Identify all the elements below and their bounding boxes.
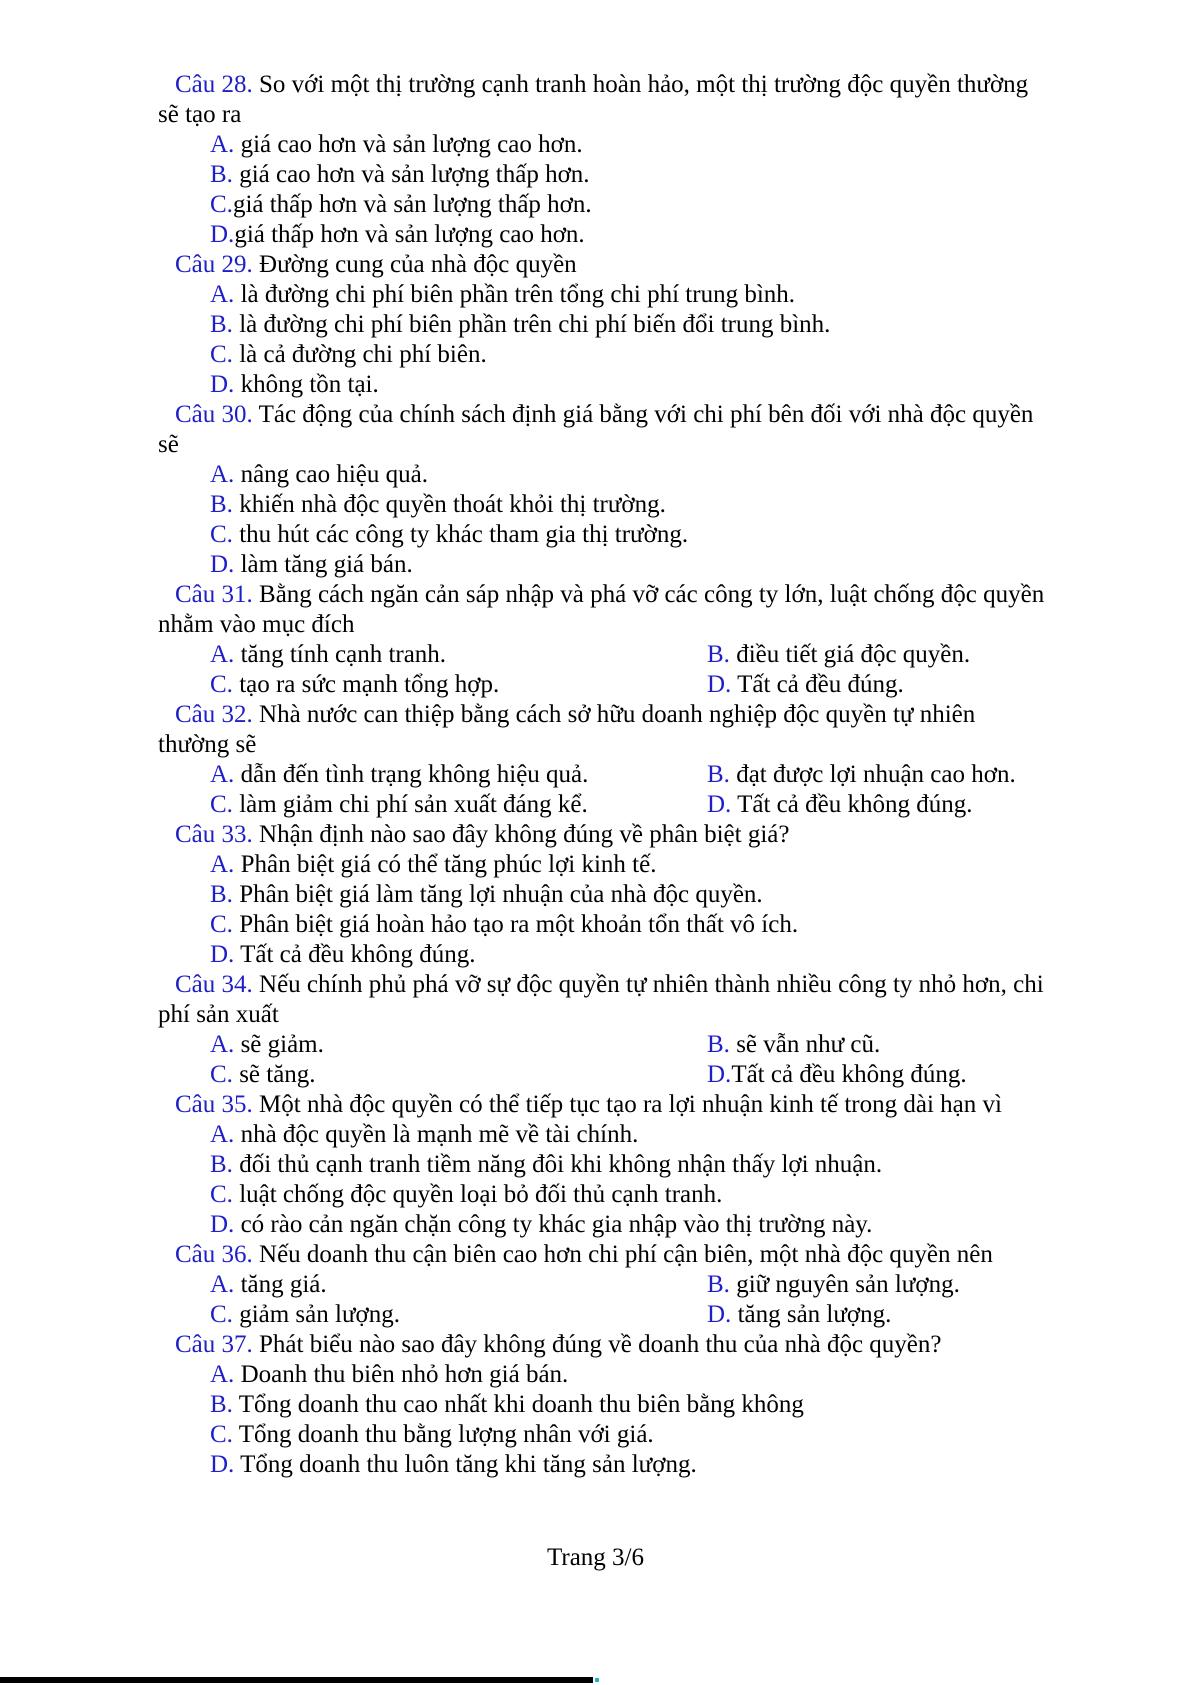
option-text: dẫn đến tình trạng không hiệu quả. [234,761,589,788]
option-text: Doanh thu biên nhỏ hơn giá bán. [234,1361,569,1388]
answer-option [210,551,413,578]
answer-option [210,161,590,188]
option-letter: C. [210,1301,233,1328]
answer-option [210,1301,400,1328]
answer-option [210,491,666,518]
option-row [158,1030,1058,1060]
option-row [158,190,1058,220]
question-block [158,250,1058,400]
option-text: Phân biệt giá làm tăng lợi nhuận của nhà độc quyền. [232,881,763,908]
answer-option [210,671,499,698]
question-block [158,400,1058,580]
question-stem-line: Câu 29. Đường cung của nhà độc quyền [175,251,577,278]
answer-option [210,191,592,218]
option-text: Tổng doanh thu bằng lượng nhân với giá. [232,1421,654,1448]
answer-option [707,640,970,670]
answer-option [210,521,688,548]
option-text: Tất cả đều không đúng. [234,941,476,968]
answer-option [707,1300,891,1330]
answer-option [210,881,763,908]
option-letter: D. [210,1451,235,1478]
option-letter: D. [210,1211,235,1238]
option-row [158,790,1058,820]
question-stem-line: Câu 32. Nhà nước can thiệp bằng cách sở hữu doanh nghiệp độc quyền tự nhiên [175,701,976,728]
option-text: sẽ vẫn như cũ. [729,1031,881,1058]
answer-option [210,851,656,878]
option-text: Tất cả đều không đúng. [731,1061,967,1088]
answer-option [210,371,379,398]
option-row [158,520,1058,550]
question-number: Câu 33. [175,821,253,848]
answer-option [210,461,428,488]
question-stem-line: sẽ tạo ra [158,101,242,128]
question-stem-line: Câu 30. Tác động của chính sách định giá bằng với chi phí bên đối với nhà độc quyền [175,401,1034,428]
answer-option [210,1061,316,1088]
option-row [158,880,1058,910]
option-text: Phân biệt giá có thể tăng phúc lợi kinh tế. [234,851,657,878]
question-stem-line: Câu 35. Một nhà độc quyền có thể tiếp tục tạo ra lợi nhuận kinh tế trong dài hạn vì [175,1091,1002,1118]
option-text: là đường chi phí biên phần trên chi phí biến đổi trung bình. [232,311,831,338]
option-letter: C. [210,671,233,698]
option-row [158,760,1058,790]
option-letter: B. [210,491,233,518]
option-text: nâng cao hiệu quả. [234,461,428,488]
option-text: tăng sản lượng. [731,1301,892,1328]
answer-option [210,1031,324,1058]
option-row [158,490,1058,520]
option-row [158,1060,1058,1090]
question-stem-line: Câu 34. Nếu chính phủ phá vỡ sự độc quyền tự nhiên thành nhiều công ty nhỏ hơn, chi [175,971,1044,998]
answer-option [210,131,583,158]
option-letter: A. [210,851,235,878]
option-row [158,550,1058,580]
option-letter: A. [210,131,235,158]
option-text: là cả đường chi phí biên. [232,341,487,368]
option-letter: D. [210,371,235,398]
option-letter: A. [210,281,235,308]
option-text: luật chống độc quyền loại bỏ đối thủ cạnh tranh. [232,1181,723,1208]
option-row [158,940,1058,970]
option-row [158,1360,1058,1390]
question-stem-line: Câu 28. So với một thị trường cạnh tranh hoàn hảo, một thị trường độc quyền thường [175,71,1029,98]
answer-option [707,1270,960,1300]
scan-artifact-dot [595,1678,599,1682]
option-text: sẽ giảm. [234,1031,324,1058]
question-stem-line: sẽ [158,431,179,458]
scan-edge-bar [0,1677,593,1683]
option-text: thu hút các công ty khác tham gia thị trường. [232,521,689,548]
option-letter: C. [210,191,233,218]
option-text: Tất cả đều đúng. [731,671,904,698]
question-block [158,1330,1058,1480]
option-text: giá cao hơn và sản lượng cao hơn. [234,131,583,158]
option-text: giá thấp hơn và sản lượng thấp hơn. [232,191,592,218]
option-letter: C. [210,1061,233,1088]
option-row [158,130,1058,160]
question-number: Câu 37. [175,1331,253,1358]
question-number: Câu 30. [175,401,253,428]
option-text: Tất cả đều không đúng. [731,791,973,818]
option-letter: D. [707,1061,732,1088]
option-row [158,1270,1058,1300]
option-letter: C. [210,791,233,818]
option-text: có rào cản ngăn chặn công ty khác gia nhập vào thị trường này. [234,1211,873,1238]
option-row [158,1180,1058,1210]
option-text: đối thủ cạnh tranh tiềm năng đôi khi không nhận thấy lợi nhuận. [232,1151,883,1178]
question-block [158,70,1058,250]
option-text: làm tăng giá bán. [234,551,413,578]
question-block [158,700,1058,820]
question-stem-line: thường sẽ [158,731,257,758]
option-text: khiến nhà độc quyền thoát khỏi thị trường. [232,491,666,518]
option-letter: B. [210,161,233,188]
option-row [158,670,1058,700]
option-letter: D. [707,671,732,698]
option-letter: A. [210,1031,235,1058]
option-text: tăng tính cạnh tranh. [234,641,447,668]
option-row [158,460,1058,490]
answer-option [210,281,795,308]
question-block [158,1240,1058,1330]
option-letter: A. [210,1361,235,1388]
option-row [158,1120,1058,1150]
question-number: Câu 35. [175,1091,253,1118]
option-row [158,1420,1058,1450]
answer-option [210,1451,697,1478]
option-row [158,310,1058,340]
option-row [158,340,1058,370]
option-letter: C. [210,521,233,548]
answer-option [210,341,487,368]
answer-option [210,1391,804,1418]
option-letter: A. [210,1121,235,1148]
question-stem-line: Câu 31. Bằng cách ngăn cản sáp nhập và phá vỡ các công ty lớn, luật chống độc quyền [175,581,1045,608]
page-footer: Trang 3/6 [546,1544,644,1571]
option-row [158,850,1058,880]
question-stem-line: nhằm vào mục đích [158,611,355,638]
option-letter: C. [210,341,233,368]
option-row [158,280,1058,310]
option-letter: D. [707,1301,732,1328]
option-row [158,1300,1058,1330]
option-row [158,370,1058,400]
option-text: là đường chi phí biên phần trên tổng chi phí trung bình. [234,281,796,308]
option-text: giá thấp hơn và sản lượng cao hơn. [234,221,585,248]
option-row [158,1450,1058,1480]
option-letter: C. [210,1181,233,1208]
answer-option [707,790,972,820]
option-letter: A. [210,461,235,488]
option-row [158,1210,1058,1240]
answer-option [210,1421,654,1448]
answer-option [210,941,475,968]
option-row [158,160,1058,190]
option-letter: B. [210,881,233,908]
option-letter: A. [210,1271,235,1298]
answer-option [210,1121,638,1148]
option-text: điều tiết giá độc quyền. [729,641,971,668]
option-text: giảm sản lượng. [232,1301,400,1328]
option-text: Tổng doanh thu luôn tăng khi tăng sản lượng. [234,1451,697,1478]
option-text: đạt được lợi nhuận cao hơn. [729,761,1016,788]
question-stem-line: Câu 37. Phát biểu nào sao đây không đúng về doanh thu của nhà độc quyền? [175,1331,942,1358]
answer-option [707,760,1016,790]
answer-option [210,761,588,788]
answer-option [210,311,830,338]
question-stem-line: phí sản xuất [158,1001,279,1028]
option-letter: C. [210,911,233,938]
question-stem-line: Câu 36. Nếu doanh thu cận biên cao hơn chi phí cận biên, một nhà độc quyền nên [175,1241,993,1268]
answer-option [210,1181,722,1208]
answer-option [210,1211,872,1238]
option-letter: B. [707,1031,730,1058]
option-letter: B. [210,1151,233,1178]
question-number: Câu 34. [175,971,253,998]
option-letter: B. [707,761,730,788]
option-text: sẽ tăng. [232,1061,316,1088]
option-text: làm giảm chi phí sản xuất đáng kể. [232,791,588,818]
option-row [158,640,1058,670]
answer-option [210,911,798,938]
option-row [158,1150,1058,1180]
option-letter: A. [210,641,235,668]
option-text: tạo ra sức mạnh tổng hợp. [232,671,500,698]
option-text: tăng giá. [234,1271,327,1298]
option-letter: D. [707,791,732,818]
question-number: Câu 28. [175,71,253,98]
answer-option [707,670,904,700]
option-row [158,220,1058,250]
question-block [158,970,1058,1090]
option-letter: B. [707,641,730,668]
option-text: không tồn tại. [234,371,379,398]
option-letter: B. [210,1391,233,1418]
answer-option [210,221,585,248]
answer-option [707,1030,880,1060]
option-letter: C. [210,1421,233,1448]
option-text: giữ nguyên sản lượng. [729,1271,960,1298]
question-stem-line: Câu 33. Nhận định nào sao đây không đúng về phân biệt giá? [175,821,790,848]
question-block [158,820,1058,970]
option-row [158,910,1058,940]
option-letter: A. [210,761,235,788]
answer-option [210,791,588,818]
answer-option [210,1271,327,1298]
answer-option [210,641,446,668]
option-text: Tổng doanh thu cao nhất khi doanh thu biên bằng không [232,1391,804,1418]
question-number: Câu 31. [175,581,253,608]
option-row [158,1390,1058,1420]
answer-option [210,1361,568,1388]
question-number: Câu 36. [175,1241,253,1268]
document-content [158,70,1058,1480]
option-text: nhà độc quyền là mạnh mẽ về tài chính. [234,1121,639,1148]
option-text: giá cao hơn và sản lượng thấp hơn. [232,161,590,188]
option-text: Phân biệt giá hoàn hảo tạo ra một khoản tổn thất vô ích. [232,911,799,938]
option-letter: B. [210,311,233,338]
question-number: Câu 29. [175,251,253,278]
question-number: Câu 32. [175,701,253,728]
option-letter: D. [210,941,235,968]
answer-option [210,1151,882,1178]
option-letter: D. [210,551,235,578]
question-block [158,580,1058,700]
option-letter: B. [707,1271,730,1298]
question-block [158,1090,1058,1240]
answer-option [707,1060,967,1090]
option-letter: D. [210,221,235,248]
